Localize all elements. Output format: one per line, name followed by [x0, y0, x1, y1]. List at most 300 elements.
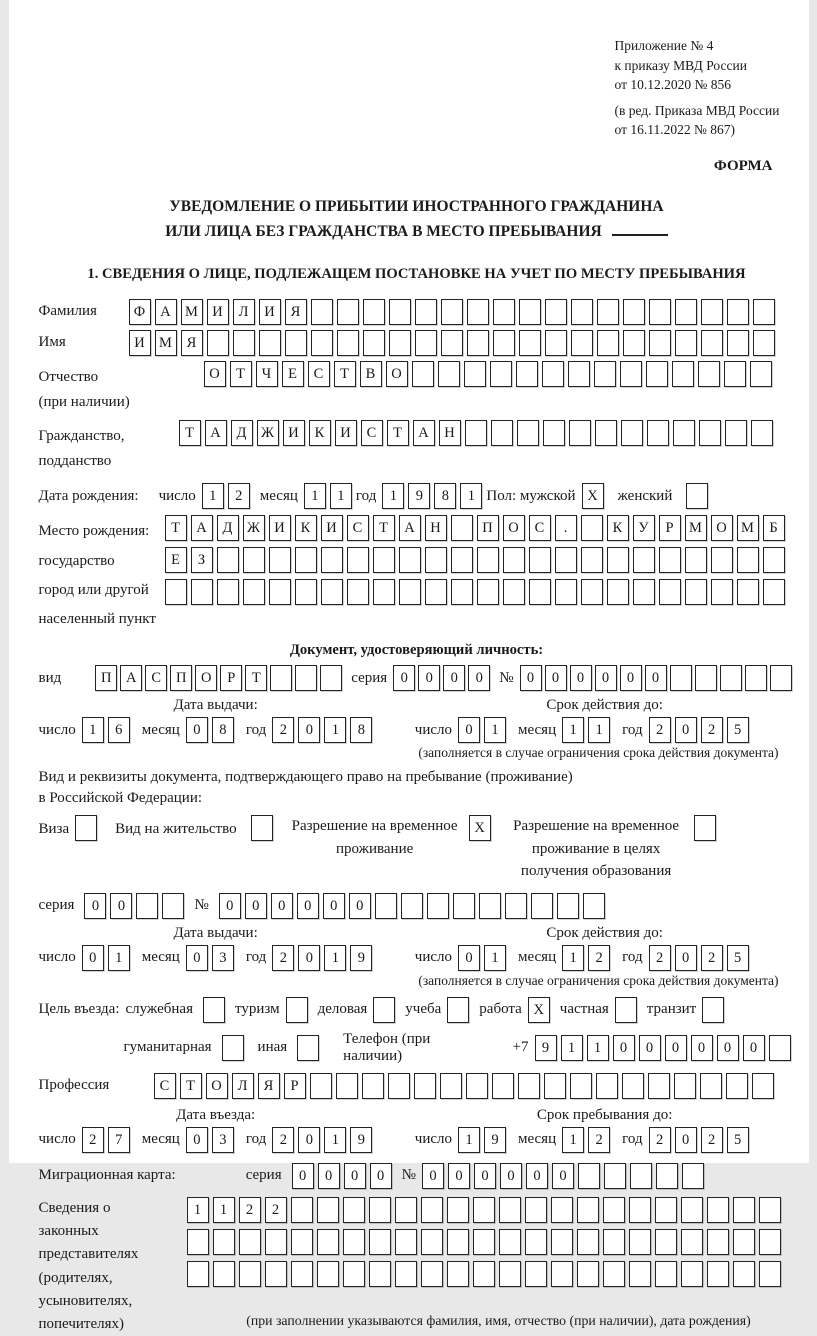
- char-cell[interactable]: Л: [233, 299, 255, 325]
- char-cell[interactable]: [733, 1229, 755, 1255]
- char-cell[interactable]: 9: [535, 1035, 557, 1061]
- char-cell[interactable]: Я: [258, 1073, 280, 1099]
- char-cell[interactable]: [750, 361, 772, 387]
- char-cell[interactable]: 1: [562, 717, 584, 743]
- char-cell[interactable]: Д: [231, 420, 253, 446]
- char-cell[interactable]: 0: [675, 717, 697, 743]
- purpose-private-checkbox[interactable]: [615, 997, 637, 1023]
- char-cell[interactable]: 5: [727, 945, 749, 971]
- char-cell[interactable]: [425, 547, 447, 573]
- char-cell[interactable]: [441, 330, 463, 356]
- char-cell[interactable]: [310, 1073, 332, 1099]
- char-cell[interactable]: [724, 361, 746, 387]
- char-cell[interactable]: [607, 579, 629, 605]
- char-cell[interactable]: 1: [330, 483, 352, 509]
- char-cell[interactable]: [603, 1261, 625, 1287]
- char-cell[interactable]: 8: [350, 717, 372, 743]
- char-cell[interactable]: Ж: [257, 420, 279, 446]
- char-cell[interactable]: 1: [108, 945, 130, 971]
- char-cell[interactable]: [752, 1073, 774, 1099]
- purpose-humanitarian-checkbox[interactable]: [222, 1035, 244, 1061]
- char-cell[interactable]: [531, 893, 553, 919]
- char-cell[interactable]: [269, 579, 291, 605]
- char-cell[interactable]: [499, 1229, 521, 1255]
- char-cell[interactable]: [136, 893, 158, 919]
- char-cell[interactable]: [597, 330, 619, 356]
- char-cell[interactable]: Е: [165, 547, 187, 573]
- char-cell[interactable]: 8: [434, 483, 456, 509]
- char-cell[interactable]: [295, 547, 317, 573]
- char-cell[interactable]: Р: [220, 665, 242, 691]
- residence-permit-card-checkbox[interactable]: [251, 815, 273, 841]
- char-cell[interactable]: [670, 665, 692, 691]
- char-cell[interactable]: Р: [659, 515, 681, 541]
- char-cell[interactable]: П: [170, 665, 192, 691]
- char-cell[interactable]: [162, 893, 184, 919]
- char-cell[interactable]: [321, 579, 343, 605]
- char-cell[interactable]: И: [283, 420, 305, 446]
- char-cell[interactable]: [725, 420, 747, 446]
- char-cell[interactable]: [649, 330, 671, 356]
- char-cell[interactable]: [629, 1261, 651, 1287]
- char-cell[interactable]: Т: [165, 515, 187, 541]
- char-cell[interactable]: 1: [562, 1127, 584, 1153]
- char-cell[interactable]: [317, 1197, 339, 1223]
- char-cell[interactable]: 0: [82, 945, 104, 971]
- char-cell[interactable]: [217, 579, 239, 605]
- char-cell[interactable]: 2: [588, 1127, 610, 1153]
- char-cell[interactable]: 0: [298, 717, 320, 743]
- char-cell[interactable]: С: [145, 665, 167, 691]
- char-cell[interactable]: 0: [613, 1035, 635, 1061]
- char-cell[interactable]: [751, 420, 773, 446]
- char-cell[interactable]: [649, 299, 671, 325]
- char-cell[interactable]: [451, 579, 473, 605]
- char-cell[interactable]: [291, 1197, 313, 1223]
- char-cell[interactable]: 0: [418, 665, 440, 691]
- char-cell[interactable]: [503, 579, 525, 605]
- char-cell[interactable]: [577, 1197, 599, 1223]
- char-cell[interactable]: [557, 893, 579, 919]
- char-cell[interactable]: 1: [213, 1197, 235, 1223]
- char-cell[interactable]: [425, 579, 447, 605]
- char-cell[interactable]: 1: [82, 717, 104, 743]
- char-cell[interactable]: З: [191, 547, 213, 573]
- char-cell[interactable]: 0: [292, 1163, 314, 1189]
- char-cell[interactable]: М: [737, 515, 759, 541]
- char-cell[interactable]: [399, 547, 421, 573]
- char-cell[interactable]: 2: [272, 945, 294, 971]
- char-cell[interactable]: 1: [187, 1197, 209, 1223]
- char-cell[interactable]: [265, 1261, 287, 1287]
- char-cell[interactable]: [265, 1229, 287, 1255]
- char-cell[interactable]: [451, 515, 473, 541]
- char-cell[interactable]: [389, 299, 411, 325]
- char-cell[interactable]: [655, 1197, 677, 1223]
- char-cell[interactable]: [421, 1261, 443, 1287]
- char-cell[interactable]: И: [321, 515, 343, 541]
- char-cell[interactable]: [629, 1197, 651, 1223]
- char-cell[interactable]: [438, 361, 460, 387]
- char-cell[interactable]: 0: [675, 945, 697, 971]
- char-cell[interactable]: Т: [387, 420, 409, 446]
- char-cell[interactable]: [369, 1261, 391, 1287]
- char-cell[interactable]: [701, 330, 723, 356]
- char-cell[interactable]: 0: [595, 665, 617, 691]
- char-cell[interactable]: 1: [324, 717, 346, 743]
- char-cell[interactable]: [695, 665, 717, 691]
- char-cell[interactable]: [753, 330, 775, 356]
- char-cell[interactable]: [516, 361, 538, 387]
- char-cell[interactable]: [503, 547, 525, 573]
- char-cell[interactable]: [581, 515, 603, 541]
- char-cell[interactable]: [395, 1229, 417, 1255]
- char-cell[interactable]: [447, 1197, 469, 1223]
- char-cell[interactable]: М: [155, 330, 177, 356]
- char-cell[interactable]: [707, 1197, 729, 1223]
- purpose-business-checkbox[interactable]: [373, 997, 395, 1023]
- char-cell[interactable]: [570, 1073, 592, 1099]
- char-cell[interactable]: С: [361, 420, 383, 446]
- char-cell[interactable]: 9: [408, 483, 430, 509]
- char-cell[interactable]: [492, 1073, 514, 1099]
- char-cell[interactable]: 9: [350, 1127, 372, 1153]
- char-cell[interactable]: [490, 361, 512, 387]
- char-cell[interactable]: [681, 1229, 703, 1255]
- visa-checkbox[interactable]: [75, 815, 97, 841]
- char-cell[interactable]: 1: [324, 945, 346, 971]
- char-cell[interactable]: 0: [639, 1035, 661, 1061]
- char-cell[interactable]: 3: [212, 945, 234, 971]
- char-cell[interactable]: [343, 1197, 365, 1223]
- char-cell[interactable]: [595, 420, 617, 446]
- char-cell[interactable]: [681, 1261, 703, 1287]
- char-cell[interactable]: 2: [82, 1127, 104, 1153]
- char-cell[interactable]: [737, 579, 759, 605]
- char-cell[interactable]: [525, 1261, 547, 1287]
- char-cell[interactable]: [343, 1229, 365, 1255]
- char-cell[interactable]: 7: [108, 1127, 130, 1153]
- sex-female-checkbox[interactable]: [686, 483, 708, 509]
- char-cell[interactable]: [369, 1197, 391, 1223]
- char-cell[interactable]: [720, 665, 742, 691]
- char-cell[interactable]: [473, 1229, 495, 1255]
- char-cell[interactable]: [583, 893, 605, 919]
- char-cell[interactable]: [759, 1261, 781, 1287]
- char-cell[interactable]: У: [633, 515, 655, 541]
- char-cell[interactable]: [603, 1197, 625, 1223]
- char-cell[interactable]: [571, 330, 593, 356]
- char-cell[interactable]: Е: [282, 361, 304, 387]
- char-cell[interactable]: [347, 547, 369, 573]
- char-cell[interactable]: [473, 1261, 495, 1287]
- char-cell[interactable]: 2: [228, 483, 250, 509]
- char-cell[interactable]: [269, 547, 291, 573]
- char-cell[interactable]: [727, 299, 749, 325]
- char-cell[interactable]: [415, 330, 437, 356]
- char-cell[interactable]: [373, 579, 395, 605]
- char-cell[interactable]: 0: [84, 893, 106, 919]
- char-cell[interactable]: 0: [458, 717, 480, 743]
- char-cell[interactable]: 0: [520, 665, 542, 691]
- char-cell[interactable]: [477, 579, 499, 605]
- char-cell[interactable]: [763, 579, 785, 605]
- char-cell[interactable]: [759, 1229, 781, 1255]
- char-cell[interactable]: 2: [272, 717, 294, 743]
- char-cell[interactable]: 1: [484, 945, 506, 971]
- char-cell[interactable]: [233, 330, 255, 356]
- char-cell[interactable]: 0: [186, 717, 208, 743]
- char-cell[interactable]: 0: [370, 1163, 392, 1189]
- char-cell[interactable]: [375, 893, 397, 919]
- char-cell[interactable]: 0: [186, 945, 208, 971]
- char-cell[interactable]: [395, 1261, 417, 1287]
- char-cell[interactable]: Т: [180, 1073, 202, 1099]
- char-cell[interactable]: И: [269, 515, 291, 541]
- char-cell[interactable]: 5: [727, 1127, 749, 1153]
- char-cell[interactable]: [545, 330, 567, 356]
- char-cell[interactable]: [545, 299, 567, 325]
- char-cell[interactable]: М: [181, 299, 203, 325]
- char-cell[interactable]: [321, 547, 343, 573]
- char-cell[interactable]: [363, 299, 385, 325]
- char-cell[interactable]: 0: [422, 1163, 444, 1189]
- char-cell[interactable]: [759, 1197, 781, 1223]
- char-cell[interactable]: [603, 1229, 625, 1255]
- char-cell[interactable]: 0: [645, 665, 667, 691]
- char-cell[interactable]: 0: [443, 665, 465, 691]
- char-cell[interactable]: [295, 665, 317, 691]
- char-cell[interactable]: 2: [649, 717, 671, 743]
- char-cell[interactable]: [213, 1261, 235, 1287]
- temp-residence-checkbox[interactable]: X: [469, 815, 491, 841]
- char-cell[interactable]: [529, 547, 551, 573]
- char-cell[interactable]: 1: [202, 483, 224, 509]
- char-cell[interactable]: 0: [458, 945, 480, 971]
- char-cell[interactable]: [373, 547, 395, 573]
- char-cell[interactable]: 1: [460, 483, 482, 509]
- char-cell[interactable]: Л: [232, 1073, 254, 1099]
- char-cell[interactable]: 0: [298, 1127, 320, 1153]
- char-cell[interactable]: [544, 1073, 566, 1099]
- char-cell[interactable]: [451, 547, 473, 573]
- char-cell[interactable]: 6: [108, 717, 130, 743]
- char-cell[interactable]: Т: [230, 361, 252, 387]
- char-cell[interactable]: [465, 420, 487, 446]
- char-cell[interactable]: [711, 579, 733, 605]
- char-cell[interactable]: 0: [245, 893, 267, 919]
- char-cell[interactable]: [700, 1073, 722, 1099]
- char-cell[interactable]: [467, 330, 489, 356]
- char-cell[interactable]: О: [195, 665, 217, 691]
- char-cell[interactable]: [291, 1261, 313, 1287]
- char-cell[interactable]: [213, 1229, 235, 1255]
- char-cell[interactable]: [499, 1197, 521, 1223]
- char-cell[interactable]: [685, 547, 707, 573]
- char-cell[interactable]: 0: [219, 893, 241, 919]
- char-cell[interactable]: 1: [324, 1127, 346, 1153]
- char-cell[interactable]: [453, 893, 475, 919]
- char-cell[interactable]: И: [335, 420, 357, 446]
- char-cell[interactable]: Т: [373, 515, 395, 541]
- char-cell[interactable]: [441, 299, 463, 325]
- char-cell[interactable]: [317, 1229, 339, 1255]
- char-cell[interactable]: 0: [393, 665, 415, 691]
- char-cell[interactable]: [633, 579, 655, 605]
- char-cell[interactable]: [295, 579, 317, 605]
- char-cell[interactable]: [467, 299, 489, 325]
- char-cell[interactable]: [711, 547, 733, 573]
- purpose-transit-checkbox[interactable]: [702, 997, 724, 1023]
- char-cell[interactable]: [493, 330, 515, 356]
- char-cell[interactable]: [270, 665, 292, 691]
- char-cell[interactable]: [655, 1229, 677, 1255]
- char-cell[interactable]: [655, 1261, 677, 1287]
- sex-male-checkbox[interactable]: X: [582, 483, 604, 509]
- char-cell[interactable]: [207, 330, 229, 356]
- char-cell[interactable]: А: [120, 665, 142, 691]
- char-cell[interactable]: [243, 547, 265, 573]
- char-cell[interactable]: С: [308, 361, 330, 387]
- char-cell[interactable]: [681, 1197, 703, 1223]
- char-cell[interactable]: С: [529, 515, 551, 541]
- char-cell[interactable]: Н: [439, 420, 461, 446]
- char-cell[interactable]: П: [477, 515, 499, 541]
- char-cell[interactable]: 0: [545, 665, 567, 691]
- temp-residence-education-checkbox[interactable]: [694, 815, 716, 841]
- char-cell[interactable]: [317, 1261, 339, 1287]
- char-cell[interactable]: [673, 420, 695, 446]
- char-cell[interactable]: [623, 330, 645, 356]
- char-cell[interactable]: 0: [500, 1163, 522, 1189]
- char-cell[interactable]: [421, 1229, 443, 1255]
- char-cell[interactable]: И: [129, 330, 151, 356]
- char-cell[interactable]: [466, 1073, 488, 1099]
- char-cell[interactable]: 1: [562, 945, 584, 971]
- char-cell[interactable]: [727, 330, 749, 356]
- char-cell[interactable]: 0: [448, 1163, 470, 1189]
- char-cell[interactable]: М: [685, 515, 707, 541]
- char-cell[interactable]: [427, 893, 449, 919]
- char-cell[interactable]: Ч: [256, 361, 278, 387]
- char-cell[interactable]: [499, 1261, 521, 1287]
- char-cell[interactable]: [769, 1035, 791, 1061]
- char-cell[interactable]: 0: [691, 1035, 713, 1061]
- purpose-tourism-checkbox[interactable]: [286, 997, 308, 1023]
- char-cell[interactable]: [414, 1073, 436, 1099]
- char-cell[interactable]: 2: [239, 1197, 261, 1223]
- char-cell[interactable]: [525, 1229, 547, 1255]
- char-cell[interactable]: А: [205, 420, 227, 446]
- char-cell[interactable]: [577, 1261, 599, 1287]
- char-cell[interactable]: [656, 1163, 678, 1189]
- char-cell[interactable]: Т: [245, 665, 267, 691]
- char-cell[interactable]: [551, 1229, 573, 1255]
- char-cell[interactable]: Я: [285, 299, 307, 325]
- char-cell[interactable]: [395, 1197, 417, 1223]
- char-cell[interactable]: 0: [318, 1163, 340, 1189]
- char-cell[interactable]: [505, 893, 527, 919]
- char-cell[interactable]: [519, 299, 541, 325]
- char-cell[interactable]: [581, 547, 603, 573]
- char-cell[interactable]: [647, 420, 669, 446]
- char-cell[interactable]: [770, 665, 792, 691]
- char-cell[interactable]: [542, 361, 564, 387]
- char-cell[interactable]: [551, 1197, 573, 1223]
- char-cell[interactable]: [337, 330, 359, 356]
- char-cell[interactable]: [343, 1261, 365, 1287]
- char-cell[interactable]: 0: [665, 1035, 687, 1061]
- char-cell[interactable]: [525, 1197, 547, 1223]
- char-cell[interactable]: [646, 361, 668, 387]
- char-cell[interactable]: О: [711, 515, 733, 541]
- char-cell[interactable]: О: [386, 361, 408, 387]
- char-cell[interactable]: О: [206, 1073, 228, 1099]
- char-cell[interactable]: [699, 420, 721, 446]
- char-cell[interactable]: 1: [588, 717, 610, 743]
- char-cell[interactable]: [447, 1261, 469, 1287]
- purpose-other-checkbox[interactable]: [297, 1035, 319, 1061]
- char-cell[interactable]: [569, 420, 591, 446]
- char-cell[interactable]: [685, 579, 707, 605]
- char-cell[interactable]: 0: [570, 665, 592, 691]
- char-cell[interactable]: [648, 1073, 670, 1099]
- char-cell[interactable]: [243, 579, 265, 605]
- char-cell[interactable]: [415, 299, 437, 325]
- char-cell[interactable]: [320, 665, 342, 691]
- char-cell[interactable]: 0: [297, 893, 319, 919]
- char-cell[interactable]: 0: [349, 893, 371, 919]
- char-cell[interactable]: [291, 1229, 313, 1255]
- char-cell[interactable]: [389, 330, 411, 356]
- char-cell[interactable]: [745, 665, 767, 691]
- char-cell[interactable]: [399, 579, 421, 605]
- char-cell[interactable]: [707, 1229, 729, 1255]
- char-cell[interactable]: [726, 1073, 748, 1099]
- char-cell[interactable]: [659, 579, 681, 605]
- char-cell[interactable]: Р: [284, 1073, 306, 1099]
- char-cell[interactable]: 0: [271, 893, 293, 919]
- char-cell[interactable]: 5: [727, 717, 749, 743]
- char-cell[interactable]: 2: [701, 717, 723, 743]
- char-cell[interactable]: 1: [458, 1127, 480, 1153]
- char-cell[interactable]: [581, 579, 603, 605]
- char-cell[interactable]: [594, 361, 616, 387]
- char-cell[interactable]: А: [155, 299, 177, 325]
- char-cell[interactable]: 0: [620, 665, 642, 691]
- char-cell[interactable]: [388, 1073, 410, 1099]
- char-cell[interactable]: 2: [272, 1127, 294, 1153]
- char-cell[interactable]: Т: [179, 420, 201, 446]
- char-cell[interactable]: 2: [265, 1197, 287, 1223]
- char-cell[interactable]: [401, 893, 423, 919]
- char-cell[interactable]: [733, 1261, 755, 1287]
- char-cell[interactable]: 0: [717, 1035, 739, 1061]
- char-cell[interactable]: Т: [334, 361, 356, 387]
- char-cell[interactable]: О: [503, 515, 525, 541]
- char-cell[interactable]: 0: [675, 1127, 697, 1153]
- char-cell[interactable]: [336, 1073, 358, 1099]
- char-cell[interactable]: Я: [181, 330, 203, 356]
- char-cell[interactable]: [682, 1163, 704, 1189]
- char-cell[interactable]: [239, 1261, 261, 1287]
- char-cell[interactable]: 0: [552, 1163, 574, 1189]
- char-cell[interactable]: [578, 1163, 600, 1189]
- char-cell[interactable]: 0: [298, 945, 320, 971]
- char-cell[interactable]: И: [207, 299, 229, 325]
- char-cell[interactable]: С: [154, 1073, 176, 1099]
- char-cell[interactable]: [607, 547, 629, 573]
